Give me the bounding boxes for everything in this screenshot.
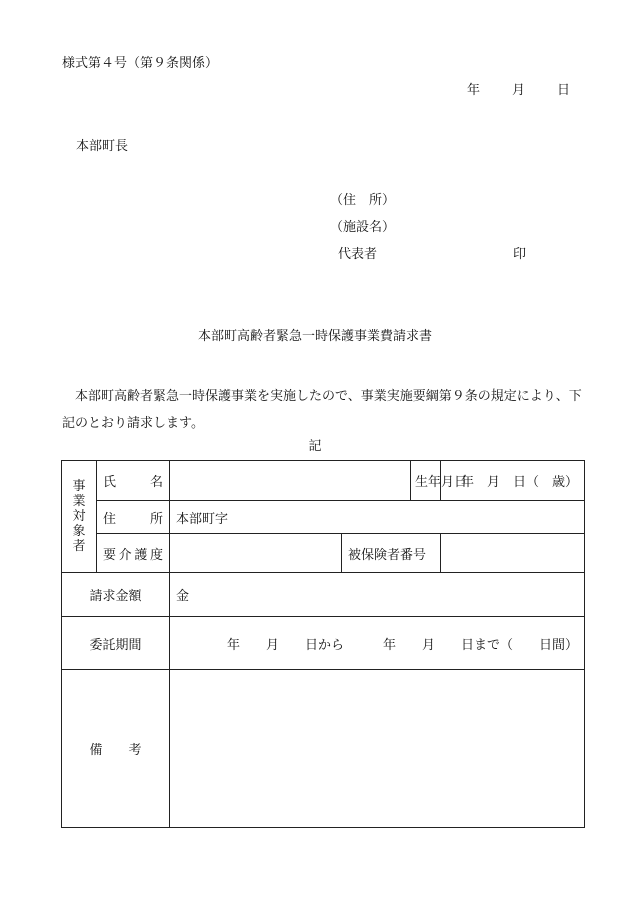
- date-month: 月: [512, 83, 526, 98]
- document-body-text: 本部町高齢者緊急一時保護事業を実施したので、事業実施要綱第９条の規定により、下記のとおり請求します。: [62, 389, 582, 431]
- document-title: 本部町高齢者緊急一時保護事業費請求書: [197, 329, 432, 344]
- subject-label-cell: [62, 461, 97, 573]
- applicant-block: [330, 193, 527, 275]
- amount-field[interactable]: 金: [170, 573, 585, 617]
- addressee: 本部町長: [76, 139, 129, 154]
- care-level-label: 要介護度: [97, 534, 170, 573]
- subject-label: 事業対象者: [72, 479, 86, 554]
- remarks-label: 備 考: [62, 670, 170, 828]
- address-label: 住 所: [97, 501, 170, 534]
- name-label: 氏 名: [97, 461, 170, 501]
- applicant-facility-label: （施設名）: [330, 220, 396, 235]
- date-day: 日: [557, 83, 571, 98]
- remarks-field[interactable]: [170, 670, 585, 828]
- care-level-field[interactable]: [170, 534, 342, 573]
- period-label: 委託期間: [62, 617, 170, 670]
- applicant-representative-label: 代表者: [338, 247, 378, 262]
- birth-label: 生年月日: [415, 475, 468, 490]
- period-field[interactable]: 年 月 日から 年 月 日まで（ 日間）: [170, 617, 585, 670]
- date-line: [467, 84, 570, 97]
- address-field[interactable]: 本部町字: [170, 501, 585, 534]
- document-body: [62, 383, 590, 437]
- form-number: 様式第４号（第９条関係）: [62, 56, 219, 71]
- insured-number-field[interactable]: [441, 534, 585, 573]
- birth-field[interactable]: 年 月 日（ 歳）: [441, 461, 585, 501]
- seal-mark: 印: [513, 247, 527, 262]
- claim-table: [61, 460, 585, 828]
- name-field[interactable]: [170, 461, 411, 501]
- applicant-address-label: （住 所）: [330, 193, 396, 208]
- amount-label: 請求金額: [62, 573, 170, 617]
- birth-label-cell: [411, 461, 468, 501]
- ki-label: 記: [308, 439, 322, 454]
- insured-number-label: 被保険者番号: [342, 534, 441, 573]
- date-year: 年: [467, 83, 481, 98]
